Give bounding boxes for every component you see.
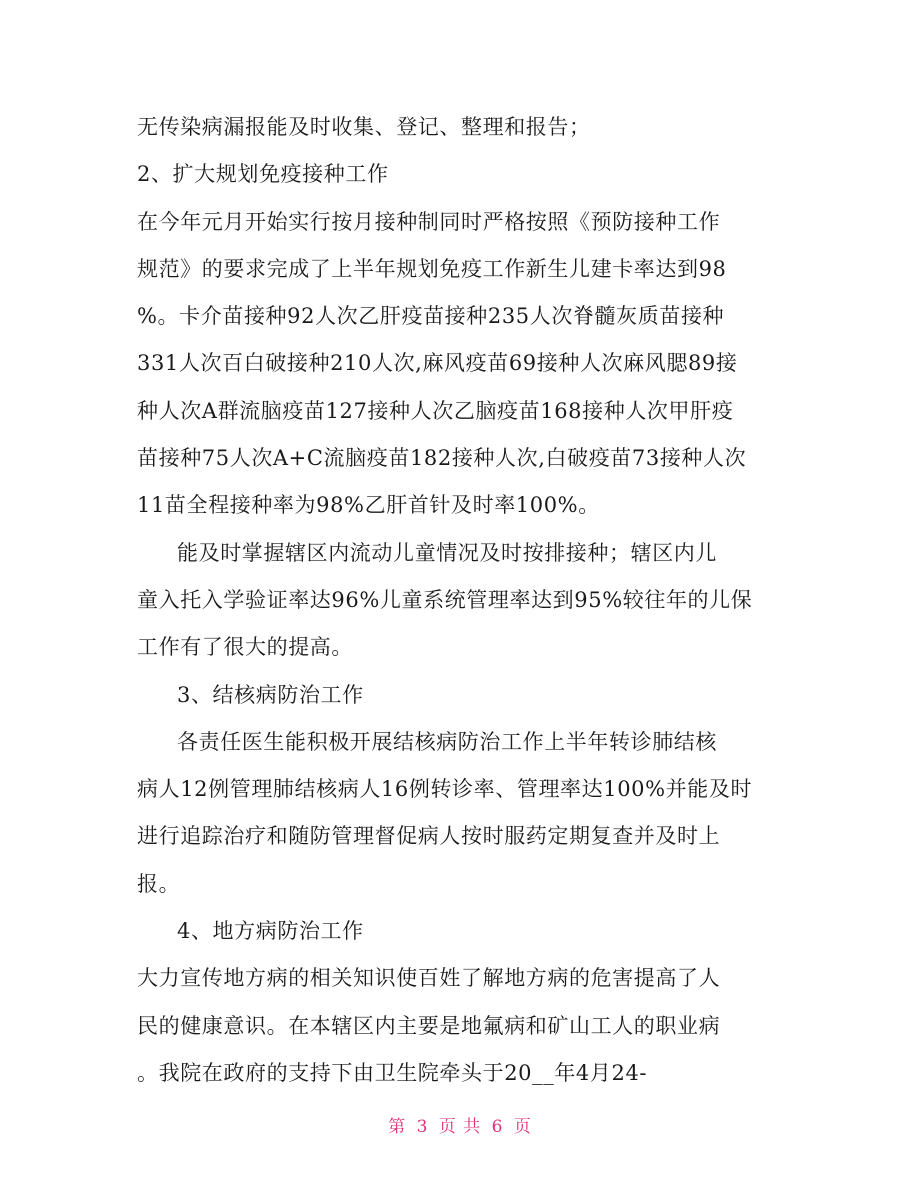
section-heading: 4、地方病防治工作: [177, 919, 364, 944]
document-body: [137, 104, 797, 1097]
section-heading: 3、结核病防治工作: [177, 682, 364, 707]
text-line: 种人次A群流脑疫苗127接种人次乙脑疫苗168接种人次甲肝疫: [137, 398, 734, 423]
page-footer: [0, 1112, 920, 1137]
text-line: 。我院在政府的支持下由卫生院牵头于20__年4月24-: [137, 1060, 648, 1085]
text-line: 在今年元月开始实行按月接种制同时严格按照《预防接种工作: [137, 209, 721, 234]
text-line: 无传染病漏报能及时收集、登记、整理和报告；: [137, 115, 591, 139]
footer-total-pages: 6: [491, 1117, 504, 1137]
footer-page-number: 3: [416, 1117, 429, 1137]
text-line: 民的健康意识。在本辖区内主要是地氟病和矿山工人的职业病: [137, 1013, 721, 1038]
section-heading: 2、扩大规划免疫接种工作: [137, 162, 389, 187]
text-line: 进行追踪治疗和随防管理督促病人按时服药定期复查并及时上: [137, 824, 721, 849]
text-line: 331人次百白破接种210人次,麻风疫苗69接种人次麻风腮89接: [137, 351, 738, 376]
text-line: 童入托入学验证率达96%儿童系统管理率达到95%较往年的儿保: [137, 587, 753, 612]
footer-middle: 页 共: [438, 1117, 482, 1137]
text-line: 大力宣传地方病的相关知识使百姓了解地方病的危害提高了人: [137, 966, 721, 991]
text-line: 规范》的要求完成了上半年规划免疫工作新生儿建卡率达到98: [137, 256, 727, 281]
text-line: 报。: [137, 871, 181, 896]
text-line: 苗接种75人次A+C流脑疫苗182接种人次,白破疫苗73接种人次: [137, 446, 747, 471]
text-line: 能及时掌握辖区内流动儿童情况及时按排接种；辖区内儿: [177, 540, 717, 565]
text-line: %。卡介苗接种92人次乙肝疫苗接种235人次脊髓灰质苗接种: [137, 304, 725, 329]
text-line: 病人12例管理肺结核病人16例转诊率、管理率达100%并能及时: [137, 777, 753, 802]
text-line: 各责任医生能积极开展结核病防治工作上半年转诊肺结核: [177, 729, 717, 754]
footer-suffix: 页: [513, 1117, 532, 1137]
text-line: 工作有了很大的提高。: [137, 635, 353, 660]
footer-prefix: 第: [388, 1117, 407, 1137]
text-line: 11苗全程接种率为98%乙肝首针及时率100%。: [137, 493, 600, 518]
